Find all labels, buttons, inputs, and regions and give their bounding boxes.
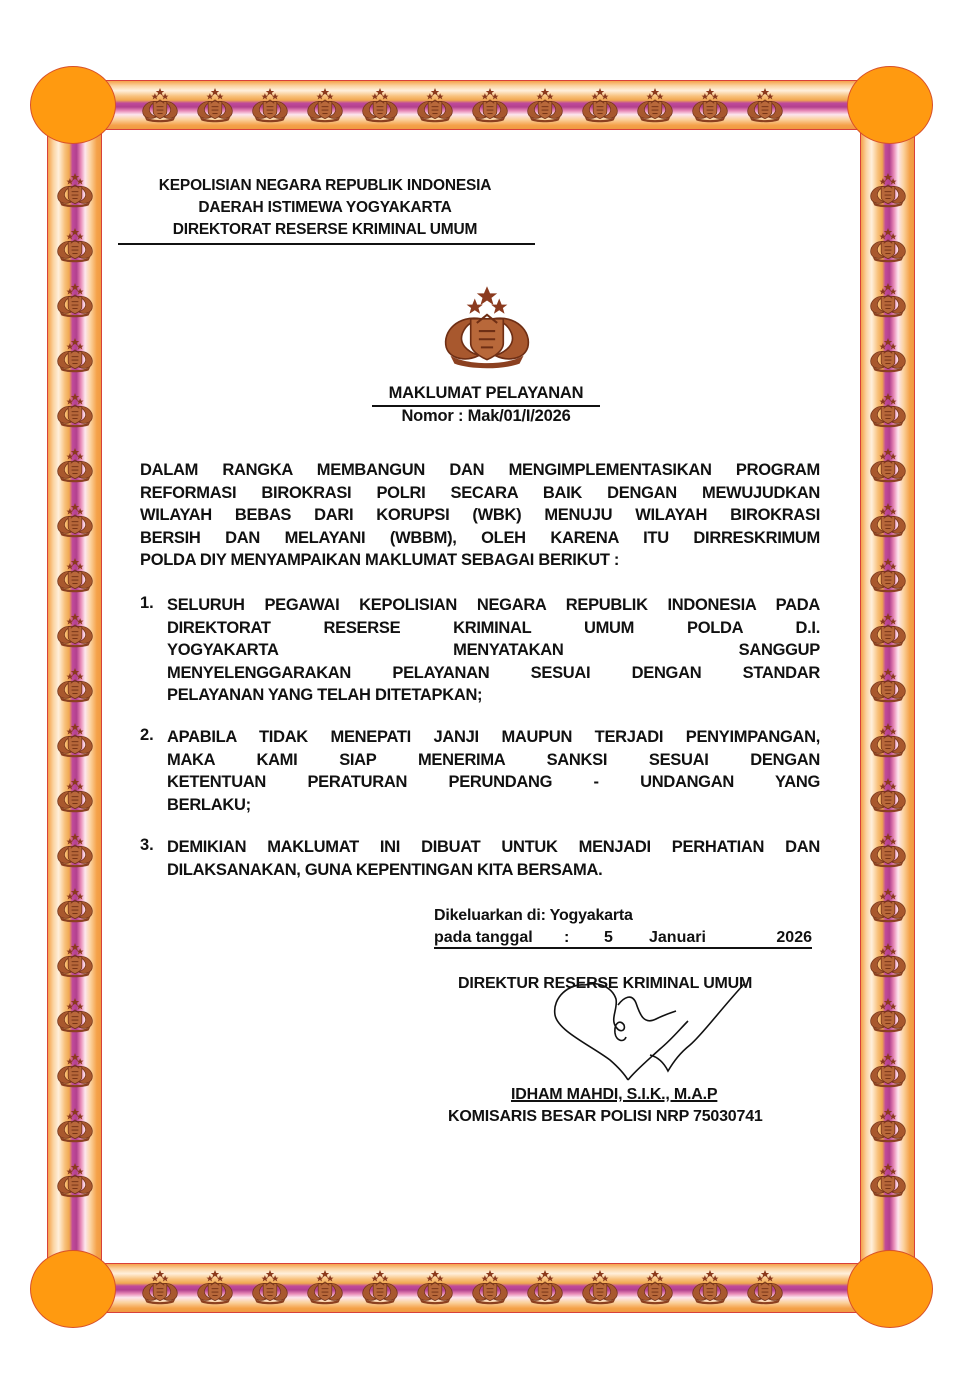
border-emblem-icon xyxy=(302,1268,348,1306)
border-emblem-icon xyxy=(52,171,98,209)
document-title: MAKLUMAT PELAYANAN xyxy=(388,384,584,402)
signatory-position: DIREKTUR RESERSE KRIMINAL UMUM xyxy=(458,975,753,992)
point-3-number: 3. xyxy=(140,836,154,854)
border-emblem-icon xyxy=(522,86,568,124)
border-emblem-icon xyxy=(865,1051,911,1089)
point-line: DILAKSANAKAN, GUNA KEPENTINGAN KITA BERSAMA. xyxy=(167,860,603,879)
intro-line: BERSIH DAN MELAYANI (WBBM), OLEH KARENA ITU DIRRESKRIMUM xyxy=(140,528,820,547)
date-year: 2026 xyxy=(776,929,812,946)
border-emblem-icon xyxy=(192,1268,238,1306)
point-line: DEMIKIAN MAKLUMAT INI DIBUAT UNTUK MENJADI PERHATIAN DAN xyxy=(167,838,820,856)
border-emblem-icon xyxy=(865,556,911,594)
border-emblem-icon xyxy=(357,86,403,124)
date-colon: : xyxy=(564,929,570,946)
border-emblem-icon xyxy=(865,281,911,319)
corner-top-left xyxy=(30,66,116,144)
signatory-name: IDHAM MAHDI, S.I.K., M.A.P xyxy=(511,1086,718,1103)
border-emblem-icon xyxy=(467,86,513,124)
border-emblem-icon xyxy=(52,831,98,869)
border-emblem-icon xyxy=(632,86,678,124)
point-line: KETENTUAN PERATURAN PERUNDANG - UNDANGAN YANG xyxy=(167,773,820,791)
border-emblem-icon xyxy=(742,86,788,124)
border-emblem-icon xyxy=(412,86,458,124)
border-emblem-icon xyxy=(687,86,733,124)
border-emblem-icon xyxy=(865,776,911,814)
border-emblem-icon xyxy=(865,1106,911,1144)
point-3-text xyxy=(167,836,820,881)
border-emblem-icon xyxy=(52,1106,98,1144)
header-line-1: KEPOLISIAN NEGARA REPUBLIK INDONESIA xyxy=(158,177,492,194)
border-emblem-icon xyxy=(865,886,911,924)
date-label: pada tanggal xyxy=(434,929,533,946)
border-emblem-icon xyxy=(52,226,98,264)
intro-paragraph xyxy=(140,459,820,572)
border-emblem-icon xyxy=(52,391,98,429)
document-number: Nomor : Mak/01/I/2026 xyxy=(401,407,571,425)
issue-date xyxy=(434,929,812,949)
date-underline xyxy=(434,947,812,949)
border-emblem-icon xyxy=(52,336,98,374)
border-emblem-icon xyxy=(632,1268,678,1306)
border-emblem-icon xyxy=(742,1268,788,1306)
signature xyxy=(540,975,780,1090)
border-emblem-icon xyxy=(52,281,98,319)
border-emblem-icon xyxy=(577,86,623,124)
point-1-text xyxy=(167,594,820,707)
border-emblem-icon xyxy=(247,86,293,124)
point-line: PELAYANAN YANG TELAH DITETAPKAN; xyxy=(167,686,483,704)
point-line: YOGYAKARTA MENYATAKAN SANGGUP xyxy=(167,641,820,659)
border-emblem-icon xyxy=(192,86,238,124)
border-emblem-icon xyxy=(467,1268,513,1306)
border-emblem-icon xyxy=(52,666,98,704)
border-emblem-icon xyxy=(865,501,911,539)
border-emblem-icon xyxy=(52,1051,98,1089)
border-emblem-icon xyxy=(865,226,911,264)
border-emblem-icon xyxy=(52,446,98,484)
point-1-number: 1. xyxy=(140,594,154,612)
border-emblem-icon xyxy=(52,501,98,539)
corner-top-right xyxy=(847,66,933,144)
border-emblem-icon xyxy=(577,1268,623,1306)
border-emblem-icon xyxy=(865,941,911,979)
intro-line: DALAM RANGKA MEMBANGUN DAN MENGIMPLEMENTASIKAN PROGRAM xyxy=(140,461,820,479)
border-emblem-icon xyxy=(52,776,98,814)
point-line: DIREKTORAT RESERSE KRIMINAL UMUM POLDA D.I. xyxy=(167,618,820,637)
header-line-2: DAERAH ISTIMEWA YOGYAKARTA xyxy=(198,199,452,216)
corner-bottom-right xyxy=(847,1250,933,1328)
date-day: 5 xyxy=(604,929,613,946)
intro-line: POLDA DIY MENYAMPAIKAN MAKLUMAT SEBAGAI BERIKUT : xyxy=(140,551,620,569)
intro-line: REFORMASI BIROKRASI POLRI SECARA BAIK DENGAN MEWUJUDKAN xyxy=(140,483,820,502)
border-emblem-icon xyxy=(302,86,348,124)
issued-at: Dikeluarkan di: Yogyakarta xyxy=(434,907,633,924)
border-emblem-icon xyxy=(52,886,98,924)
border-emblem-icon xyxy=(52,996,98,1034)
signatory-rank: KOMISARIS BESAR POLISI NRP 75030741 xyxy=(448,1108,763,1125)
border-emblem-icon xyxy=(412,1268,458,1306)
intro-line: WILAYAH BEBAS DARI KORUPSI (WBK) MENUJU WILAYAH BIROKRASI xyxy=(140,506,820,524)
border-emblem-icon xyxy=(52,1161,98,1199)
point-line: BERLAKU; xyxy=(167,795,251,814)
corner-bottom-left xyxy=(30,1250,116,1328)
date-month: Januari xyxy=(649,929,706,946)
border-emblem-icon xyxy=(52,556,98,594)
border-emblem-icon xyxy=(522,1268,568,1306)
point-line: MAKA KAMI SIAP MENERIMA SANKSI SESUAI DENGAN xyxy=(167,750,820,769)
point-line: MENYELENGGARAKAN PELAYANAN SESUAI DENGAN STANDAR xyxy=(167,663,820,682)
border-emblem-icon xyxy=(865,336,911,374)
point-line: SELURUH PEGAWAI KEPOLISIAN NEGARA REPUBLIK INDONESIA PADA xyxy=(167,596,820,614)
border-emblem-icon xyxy=(52,721,98,759)
header-underline xyxy=(118,243,535,245)
border-emblem-icon xyxy=(865,831,911,869)
border-emblem-icon xyxy=(865,1161,911,1199)
border-emblem-icon xyxy=(137,86,183,124)
header-line-3: DIREKTORAT RESERSE KRIMINAL UMUM xyxy=(172,221,478,238)
border-emblem-icon xyxy=(865,171,911,209)
border-emblem-icon xyxy=(865,996,911,1034)
border-emblem-icon xyxy=(865,721,911,759)
border-emblem-icon xyxy=(865,666,911,704)
border-emblem-icon xyxy=(52,941,98,979)
border-emblem-icon xyxy=(357,1268,403,1306)
border-emblem-icon xyxy=(865,611,911,649)
border-emblem-icon xyxy=(865,446,911,484)
border-emblem-icon xyxy=(247,1268,293,1306)
border-emblem-icon xyxy=(865,391,911,429)
border-emblem-icon xyxy=(52,611,98,649)
point-2-text xyxy=(167,726,820,816)
border-emblem-icon xyxy=(137,1268,183,1306)
point-2-number: 2. xyxy=(140,726,154,744)
police-emblem-icon xyxy=(432,282,542,372)
border-emblem-icon xyxy=(687,1268,733,1306)
point-line: APABILA TIDAK MENEPATI JANJI MAUPUN TERJADI PENYIMPANGAN, xyxy=(167,728,820,746)
